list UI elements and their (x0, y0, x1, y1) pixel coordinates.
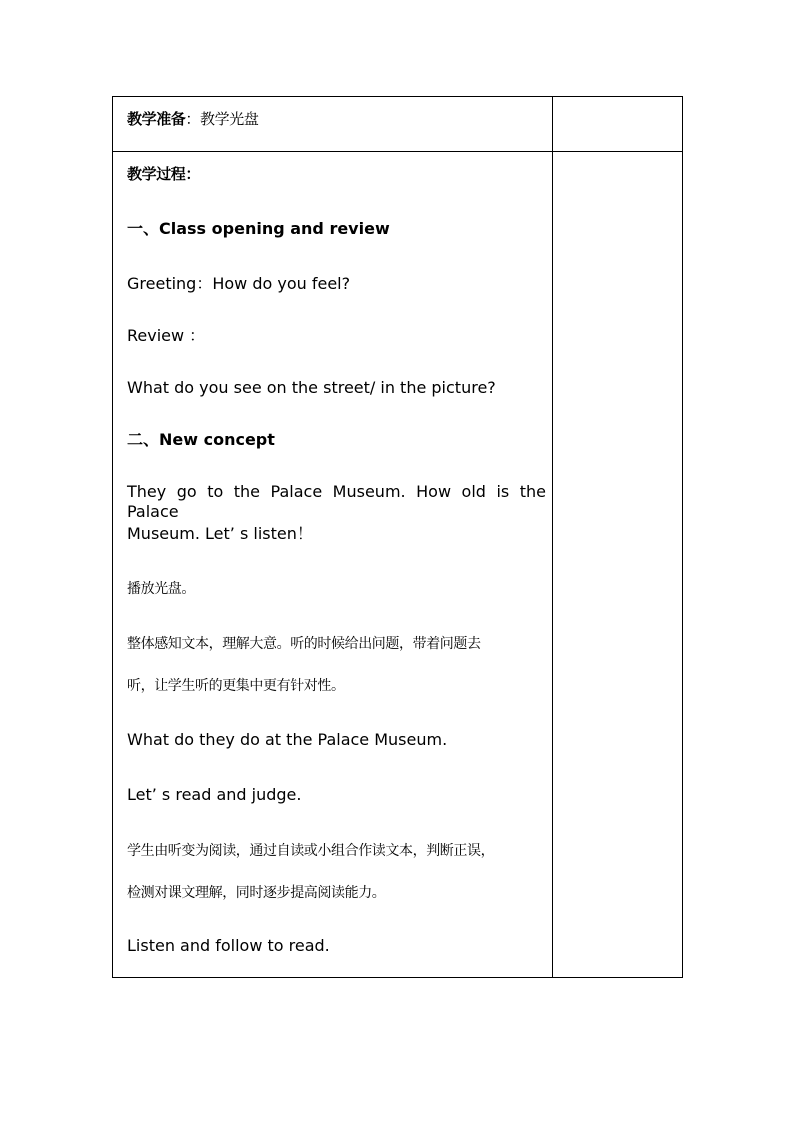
section1-title: 一、Class opening and review (127, 219, 390, 238)
prep-notes-cell (553, 97, 683, 152)
prep-row (113, 97, 683, 152)
intro-line-1: They go to the Palace Museum. How old is the Palace (127, 482, 546, 521)
review-question: What do you see on the street/ in the picture? (127, 378, 496, 397)
note1-line-2: 听，让学生听的更集中更有针对性。 (127, 678, 345, 694)
prep-label: 教学准备 (127, 110, 186, 128)
process-row (113, 152, 683, 978)
process-cell (113, 152, 553, 978)
review-label: Review ： (127, 326, 206, 345)
prep-cell (113, 97, 553, 152)
section2-title: 二、New concept (127, 430, 275, 449)
read-judge-line: Let’ s read and judge. (127, 785, 302, 804)
prep-value: 教学光盘 (200, 110, 259, 128)
greeting-line: Greeting：How do you feel? (127, 274, 351, 293)
prep-line (127, 109, 546, 129)
play-disc-line: 播放光盘。 (127, 581, 195, 597)
note1-line-1: 整体感知文本，理解大意。听的时候给出问题，带着问题去 (127, 636, 481, 652)
listen-follow-line: Listen and follow to read. (127, 936, 330, 955)
process-heading: 教学过程： (127, 165, 201, 183)
lesson-plan-table (112, 96, 683, 978)
prep-separator: ： (185, 110, 201, 128)
question-line: What do they do at the Palace Museum. (127, 730, 448, 749)
intro-line-2: Museum. Let’ s listen！ (127, 524, 313, 543)
note2-line-1: 学生由听变为阅读，通过自读或小组合作读文本，判断正误， (127, 843, 495, 859)
note2-line-2: 检测对课文理解，同时逐步提高阅读能力。 (127, 885, 386, 901)
process-notes-cell (553, 152, 683, 978)
